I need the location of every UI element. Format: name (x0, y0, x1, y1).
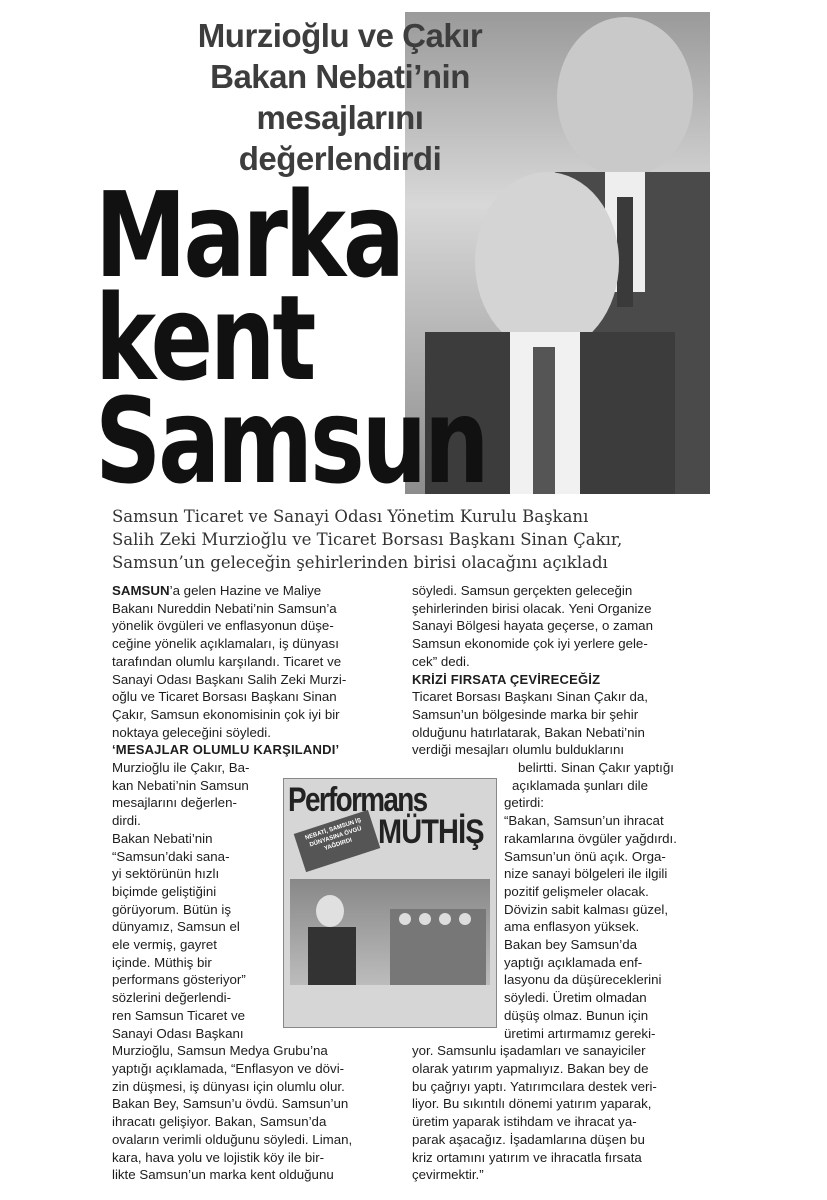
body-line: ama enflasyon yüksek. (504, 919, 640, 935)
body-line: oğlu ve Ticaret Borsası Başkanı Sinan (112, 689, 337, 705)
body-line: zin düşmesi, iş dünyası için olumlu olur. (112, 1078, 345, 1094)
kicker-line: Murzioğlu ve Çakır (197, 17, 483, 54)
section-heading: KRİZİ FIRSATA ÇEVİRECEĞİZ (412, 671, 601, 687)
body-line: tarafından olumlu karşılandı. Ticaret ve (112, 653, 342, 669)
body-line: verdiği mesajları olumlu bulduklarını (412, 742, 625, 758)
body-line: olarak yatırım yapmalıyız. Bakan bey de (412, 1060, 649, 1076)
body-line: parak aşacağız. İşadamlarına düşen bu (412, 1131, 645, 1147)
body-line: Murzioğlu, Samsun Medya Grubu’na (112, 1043, 328, 1059)
inset-photo-illustration (290, 879, 490, 985)
body-line: Sanayi Odası Başkanı (112, 1025, 244, 1041)
body-line: liyor. Bu sıkıntılı dönemi yatırım yaparak, (412, 1096, 652, 1112)
inset-title: Performans (288, 781, 427, 819)
body-line: lasyonu da düşüreceklerini (504, 972, 662, 988)
kicker-line: Bakan Nebati’nin (210, 58, 470, 95)
body-line: “Bakan, Samsun’un ihracat (504, 813, 664, 829)
subheadline-line: Salih Zeki Murzioğlu ve Ticaret Borsası Başkanı Sinan Çakır, (112, 530, 623, 549)
body-line: Bakan Bey, Samsun’u övdü. Samsun’un (112, 1096, 349, 1112)
body-line: “Samsun’daki sana- (112, 848, 230, 864)
body-line: Bakan Nebati’nin (112, 830, 213, 846)
body-line: Murzioğlu ile Çakır, Ba- (112, 760, 250, 776)
body-line: kara, hava yolu ve lojistik köy ile bir- (112, 1149, 325, 1165)
body-line: mesajlarını değerlen- (112, 795, 237, 811)
body-line: kan Nebati’nin Samsun (112, 777, 249, 793)
body-line: dirdi. (112, 813, 141, 829)
body-line: sözlerini değerlendi- (112, 990, 231, 1006)
body-line: üretimi artırmamız gereki- (504, 1025, 656, 1041)
body-line: Samsun’un önü açık. Orga- (504, 848, 666, 864)
body-line: ceğine yönelik açıklamaları, iş dünyası (112, 636, 339, 652)
body-line: pozitif gelişmeler olacak. (504, 883, 649, 899)
body-line: bu çağrıyı yaptı. Yatırımcılara destek veri- (412, 1078, 657, 1094)
body-line: Samsun ekonomide çok iyi yerlere gele- (412, 636, 648, 652)
dateline: SAMSUN (112, 583, 170, 598)
body-line: çevirmektir.” (412, 1167, 484, 1183)
body-line: Ticaret Borsası Başkanı Sinan Çakır da, (412, 689, 649, 705)
subheadline (112, 505, 712, 574)
body-line: dünyamız, Samsun el (112, 919, 240, 935)
body-line: düşüş olmaz. Bunun için (504, 1007, 649, 1023)
inset-badge: NEBATİ, SAMSUN İŞ DÜNYASINA ÖVGÜ YAĞDIRDI (294, 810, 381, 872)
body-line: yi sektörünün hızlı (112, 866, 220, 882)
main-headline-line: kent (95, 269, 314, 407)
body-line: olduğunu hatırlatarak, Bakan Nebati’nin (412, 724, 645, 740)
main-headline-line: Marka (95, 166, 402, 304)
body-line: ele vermiş, gayret (112, 937, 217, 953)
body-line: söyledi. Üretim olmadan (504, 990, 647, 1006)
body-line: yaptığı açıklamada, “Enflasyon ve dövi- (112, 1060, 345, 1076)
body-line: cek” dedi. (412, 653, 470, 669)
body-line: rakamlarına övgüler yağdırdı. (504, 830, 677, 846)
body-line: getirdi: (504, 795, 544, 811)
main-headline-line: Samsun (95, 372, 487, 510)
body-line: ren Samsun Ticaret ve (112, 1007, 246, 1023)
body-line: içinde. Müthiş bir (112, 954, 212, 970)
body-line: ovaların verimli olduğunu söyledi. Liman, (112, 1131, 353, 1147)
body-line: Sanayi Odası Başkanı Salih Zeki Murzi- (112, 671, 347, 687)
kicker-headline (170, 15, 510, 179)
body-line: Bakan bey Samsun’da (504, 937, 638, 953)
body-line: Bakanı Nureddin Nebati’nin Samsun’a (112, 600, 337, 616)
body-line: noktaya geleceğini söyledi. (112, 724, 271, 740)
kicker-line: mesajlarını değerlendirdi (238, 99, 442, 177)
body-line: yor. Samsunlu işadamları ve sanayiciler (412, 1043, 646, 1059)
body-line: ihracatı gelişiyor. Bakan, Samsun’da (112, 1114, 327, 1130)
body-line: açıklamada şunları dile (512, 777, 648, 793)
body-line: likte Samsun’un marka kent olduğunu (112, 1167, 334, 1183)
body-line: yaptığı açıklamada enf- (504, 954, 643, 970)
body-line: Çakır, Samsun ekonomisinin çok iyi bir (112, 706, 340, 722)
subheadline-line: Samsun Ticaret ve Sanayi Odası Yönetim Kurulu Başkanı (112, 507, 589, 526)
body-line: biçimde geliştiğini (112, 883, 217, 899)
body-line: belirtti. Sinan Çakır yaptığı (518, 760, 674, 776)
section-heading: ‘MESAJLAR OLUMLU KARŞILANDI’ (112, 742, 340, 758)
body-line: performans gösteriyor” (112, 972, 246, 988)
body-line: üretim yaparak istihdam ve ihracat ya- (412, 1114, 637, 1130)
body-line: Sanayi Bölgesi hayata geçerse, o zaman (412, 618, 653, 634)
body-line: nize sanayi bölgeleri ile ilgili (504, 866, 668, 882)
body-line: Dövizin sabit kalması güzel, (504, 901, 669, 917)
body-text: ’a gelen Hazine ve Maliye (169, 583, 322, 598)
body-line: yönelik övgüleri ve enflasyonun düşe- (112, 618, 334, 634)
body-line: Samsun’un bölgesinde marka bir şehir (412, 706, 639, 722)
body-line (112, 582, 402, 600)
body-line: söyledi. Samsun gerçekten geleceğin (412, 583, 633, 598)
body-line: şehirlerinden birisi olacak. Yeni Organize (412, 600, 652, 616)
inset-clipping (283, 778, 497, 1028)
inset-title-emphasis: MÜTHİŞ (378, 813, 484, 851)
subheadline-line: Samsun’un geleceğin şehirlerinden birisi olacağını açıkladı (112, 553, 608, 572)
inset-photo (290, 879, 490, 985)
body-line: görüyorum. Bütün iş (112, 901, 231, 917)
body-line: kriz ortamını yatırım ve ihracatla fırsata (412, 1149, 642, 1165)
